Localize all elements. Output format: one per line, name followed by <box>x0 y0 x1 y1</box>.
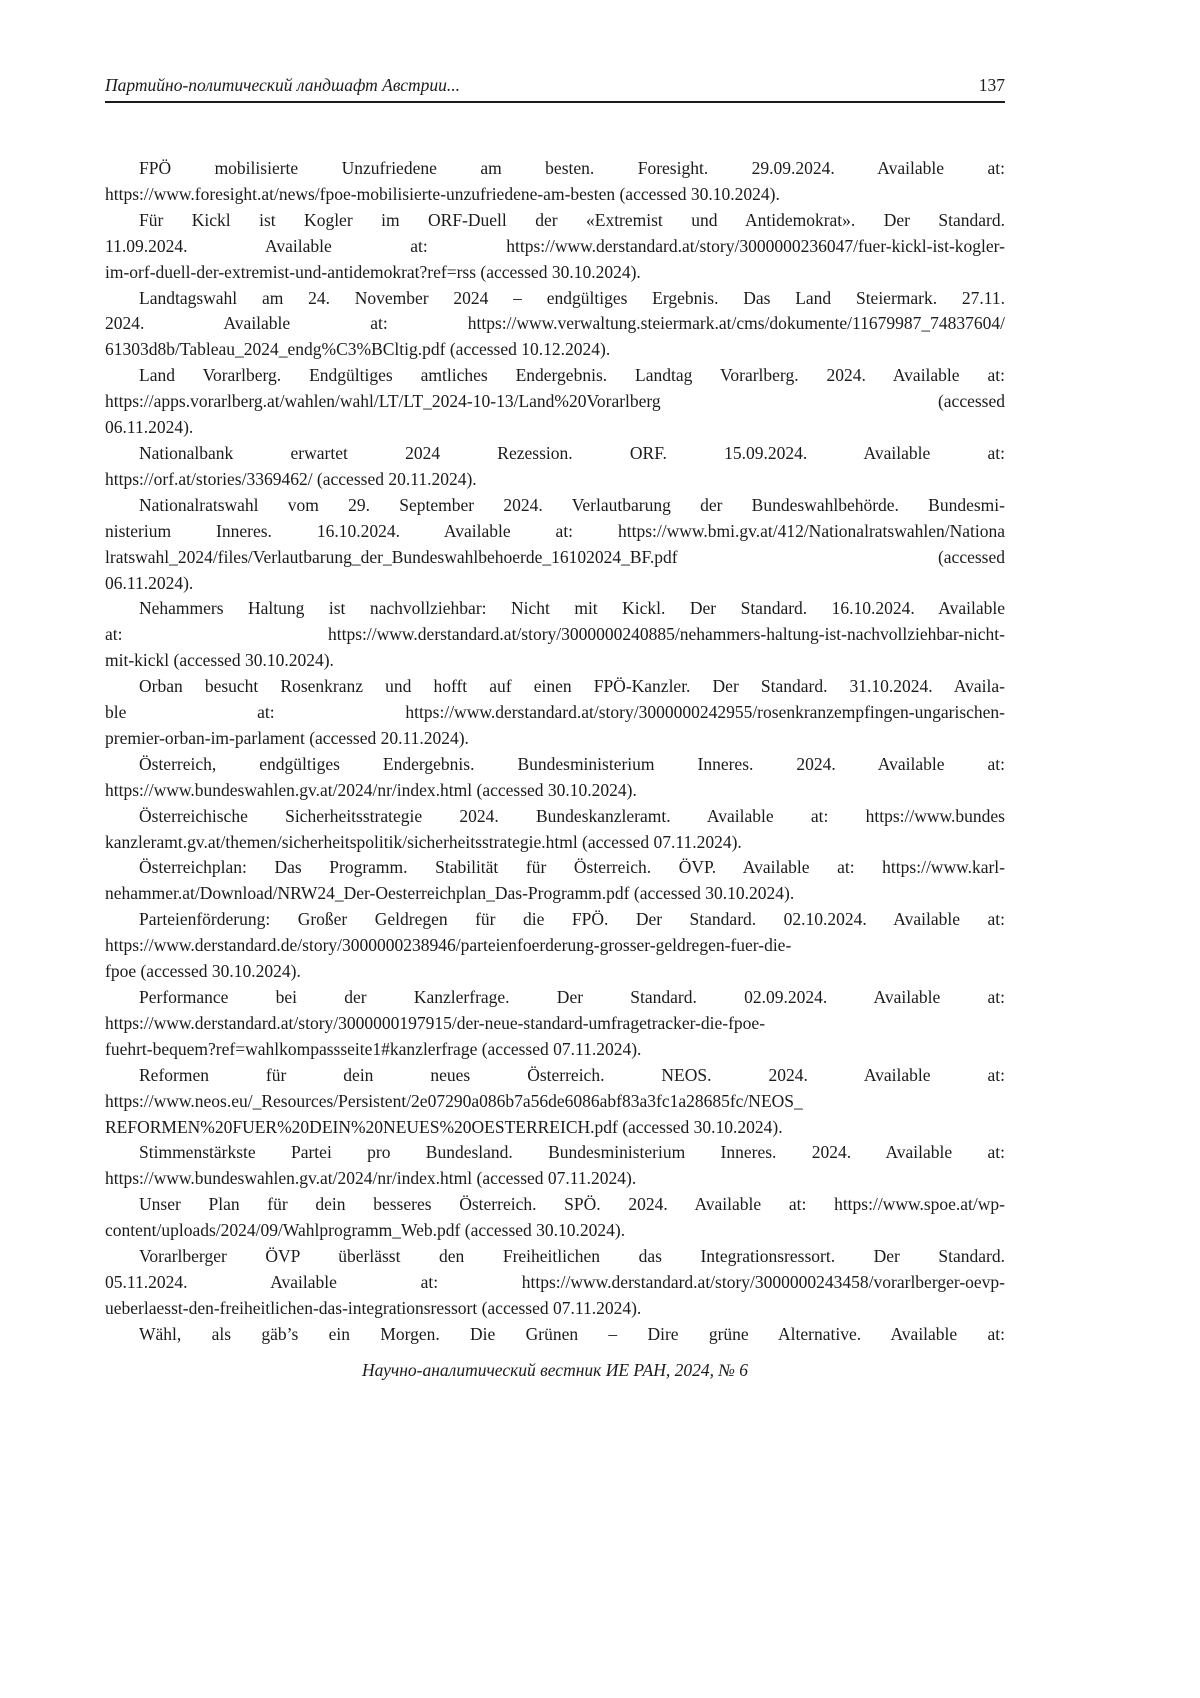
reference-line: Unser Plan für dein besseres Österreich. SPÖ. 2024. Available at: https://www.spoe.at/wp- <box>139 1194 1005 1215</box>
reference-line: kanzleramt.gv.at/themen/sicherheitspolitik/sicherheitsstrategie.html (accessed 07.11.2024). <box>105 831 742 852</box>
reference-entry <box>105 985 1005 1063</box>
reference-line: https://apps.vorarlberg.at/wahlen/wahl/LT/LT_2024-10-13/Land%20Vorarlberg (accessed <box>105 391 1005 412</box>
reference-line: fuehrt-bequem?ref=wahlkompassseite1#kanzlerfrage (accessed 07.11.2024). <box>105 1038 642 1059</box>
page-number: 137 <box>978 75 1005 95</box>
reference-entry <box>105 363 1005 441</box>
reference-entry <box>105 1192 1005 1244</box>
reference-entry <box>105 1140 1005 1192</box>
reference-line: Land Vorarlberg. Endgültiges amtliches Endergebnis. Landtag Vorarlberg. 2024. Available at: <box>139 365 1005 386</box>
page-footer <box>105 1357 1005 1383</box>
reference-line: ble at: https://www.derstandard.at/story/3000000242955/rosenkranzempfingen-ungarischen- <box>105 702 1005 723</box>
reference-entry <box>105 855 1005 907</box>
reference-entry <box>105 286 1005 364</box>
reference-line: content/uploads/2024/09/Wahlprogramm_Web.pdf (accessed 30.10.2024). <box>105 1220 626 1241</box>
reference-line: 06.11.2024). <box>105 417 194 438</box>
reference-line: premier-orban-im-parlament (accessed 20.11.2024). <box>105 727 469 748</box>
reference-line: https://www.neos.eu/_Resources/Persistent/2e07290a086b7a56de6086abf83a3fc1a28685fc/NEOS_ <box>105 1090 803 1111</box>
reference-entry <box>105 907 1005 985</box>
reference-entry <box>105 1063 1005 1141</box>
reference-line: https://www.derstandard.de/story/3000000238946/parteienfoerderung-grosser-geldregen-fuer-die- <box>105 935 792 956</box>
reference-line: https://www.bundeswahlen.gv.at/2024/nr/index.html (accessed 30.10.2024). <box>105 779 637 800</box>
references-list <box>105 156 1005 1348</box>
reference-line: Vorarlberger ÖVP überlässt den Freiheitlichen das Integrationsressort. Der Standard. <box>139 1246 1005 1267</box>
reference-line: Für Kickl ist Kogler im ORF-Duell der «Extremist und Antidemokrat». Der Standard. <box>139 209 1005 230</box>
reference-line: im-orf-duell-der-extremist-und-antidemokrat?ref=rss (accessed 30.10.2024). <box>105 261 641 282</box>
reference-line: Nehammers Haltung ist nachvollziehbar: Nicht mit Kickl. Der Standard. 16.10.2024. Available <box>139 598 1005 619</box>
reference-line: Nationalratswahl vom 29. September 2024. Verlautbarung der Bundeswahlbehörde. Bundesmi- <box>139 494 1005 515</box>
reference-line: nisterium Inneres. 16.10.2024. Available at: https://www.bmi.gv.at/412/Nationalratswahlen/Nationa <box>105 520 1005 541</box>
reference-line: 11.09.2024. Available at: https://www.derstandard.at/story/3000000236047/fuer-kickl-ist-kogler- <box>105 235 1005 256</box>
reference-line: 2024. Available at: https://www.verwaltung.steiermark.at/cms/dokumente/11679987_74837604/ <box>105 313 1005 334</box>
reference-line: Landtagswahl am 24. November 2024 – endgültiges Ergebnis. Das Land Steiermark. 27.11. <box>139 287 1005 308</box>
reference-line: Österreichplan: Das Programm. Stabilität für Österreich. ÖVP. Available at: https://www.karl- <box>139 857 1005 878</box>
reference-line: 06.11.2024). <box>105 572 194 593</box>
reference-entry <box>105 156 1005 208</box>
reference-line: ueberlaesst-den-freiheitlichen-das-integrationsressort (accessed 07.11.2024). <box>105 1297 642 1318</box>
reference-line: Nationalbank erwartet 2024 Rezession. ORF. 15.09.2024. Available at: <box>139 442 1005 463</box>
reference-line: https://www.derstandard.at/story/3000000197915/der-neue-standard-umfragetracker-die-fpoe- <box>105 1012 766 1033</box>
reference-line: Reformen für dein neues Österreich. NEOS. 2024. Available at: <box>139 1064 1005 1085</box>
reference-line: https://www.foresight.at/news/fpoe-mobilisierte-unzufriedene-am-besten (accessed 30.10.2024). <box>105 183 780 204</box>
running-title: Партийно-политический ландшафт Австрии... <box>105 75 460 95</box>
reference-entry <box>105 1322 1005 1348</box>
reference-line: mit-kickl (accessed 30.10.2024). <box>105 650 334 671</box>
reference-line: Österreichische Sicherheitsstrategie 2024. Bundeskanzleramt. Available at: https://www.bundes <box>139 805 1005 826</box>
reference-entry <box>105 1244 1005 1322</box>
reference-line: 61303d8b/Tableau_2024_endg%C3%BCltig.pdf (accessed 10.12.2024). <box>105 339 611 360</box>
reference-line: Österreich, endgültiges Endergebnis. Bundesministerium Inneres. 2024. Available at: <box>139 753 1005 774</box>
journal-title: Научно-аналитический вестник ИЕ РАН, 2024, № 6 <box>361 1360 749 1380</box>
reference-line: Wähl, als gäb’s ein Morgen. Die Grünen – Dire grüne Alternative. Available at: <box>139 1323 1005 1344</box>
reference-entry <box>105 596 1005 674</box>
reference-line: REFORMEN%20FUER%20DEIN%20NEUES%20OESTERREICH.pdf (accessed 30.10.2024). <box>105 1116 783 1137</box>
reference-line: Stimmenstärkste Partei pro Bundesland. Bundesministerium Inneres. 2024. Available at: <box>139 1142 1005 1163</box>
reference-entry <box>105 752 1005 804</box>
reference-line: Performance bei der Kanzlerfrage. Der Standard. 02.09.2024. Available at: <box>139 987 1005 1007</box>
reference-entry <box>105 804 1005 856</box>
reference-entry <box>105 208 1005 286</box>
reference-line: https://orf.at/stories/3369462/ (accessed 20.11.2024). <box>105 468 477 489</box>
reference-line: Orban besucht Rosenkranz und hofft auf einen FPÖ-Kanzler. Der Standard. 31.10.2024. Availa- <box>139 676 1005 697</box>
reference-line: lratswahl_2024/files/Verlautbarung_der_Bundeswahlbehoerde_16102024_BF.pdf (accessed <box>105 546 1005 567</box>
reference-entry <box>105 674 1005 752</box>
reference-line: nehammer.at/Download/NRW24_Der-Oesterreichplan_Das-Programm.pdf (accessed 30.10.2024). <box>105 883 795 904</box>
reference-line: 05.11.2024. Available at: https://www.derstandard.at/story/3000000243458/vorarlberger-oevp- <box>105 1271 1005 1292</box>
reference-line: Parteienförderung: Großer Geldregen für die FPÖ. Der Standard. 02.10.2024. Available at: <box>139 909 1005 930</box>
reference-line: fpoe (accessed 30.10.2024). <box>105 961 301 982</box>
reference-line: at: https://www.derstandard.at/story/3000000240885/nehammers-haltung-ist-nachvollziehbar-nicht- <box>105 624 1005 645</box>
reference-line: FPÖ mobilisierte Unzufriedene am besten. Foresight. 29.09.2024. Available at: <box>139 158 1005 178</box>
page-header <box>105 74 1005 96</box>
header-rule <box>105 101 1005 103</box>
reference-entry <box>105 441 1005 493</box>
reference-line: https://www.bundeswahlen.gv.at/2024/nr/index.html (accessed 07.11.2024). <box>105 1168 637 1189</box>
reference-entry <box>105 493 1005 597</box>
